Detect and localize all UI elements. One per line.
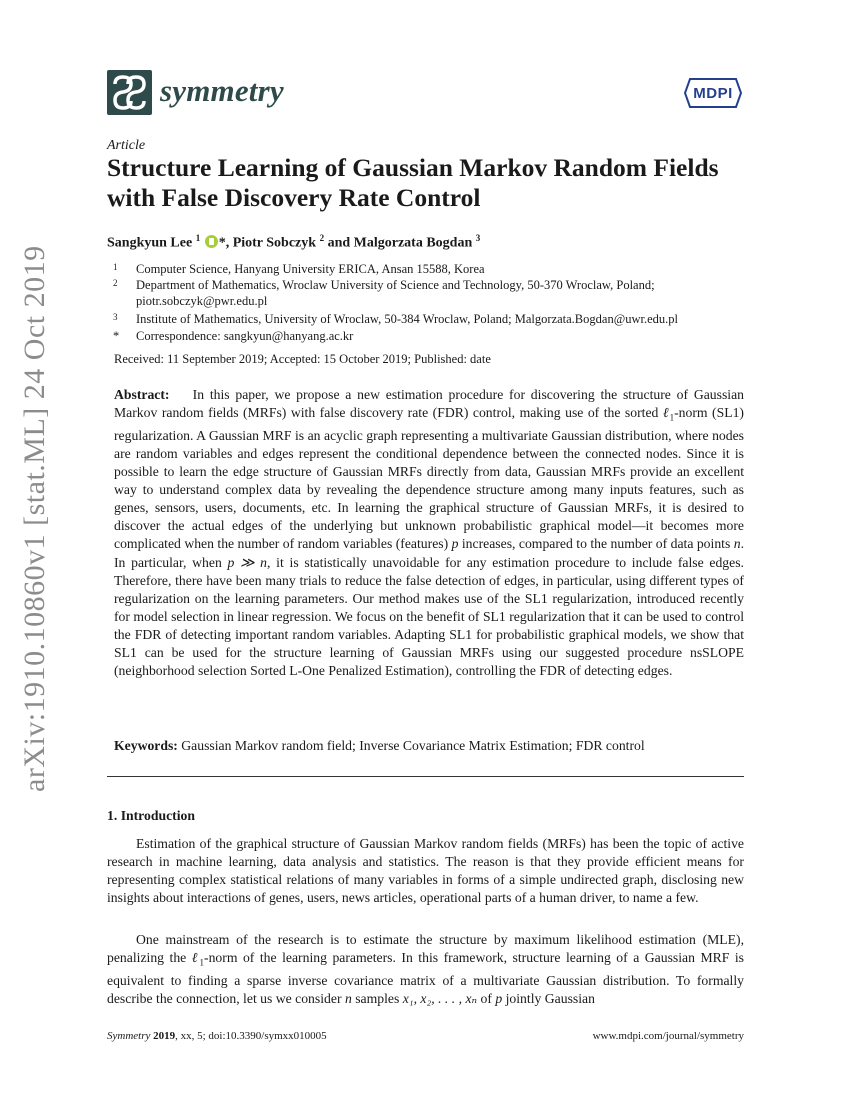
paragraph-text: of — [477, 991, 496, 1007]
footer-citation — [107, 1030, 327, 1042]
publisher-name: MDPI — [693, 85, 733, 102]
correspondence-text: Correspondence: sangkyun@hanyang.ac.kr — [136, 329, 354, 343]
abstract-text: In this paper, we propose a new estimation procedure for discovering the structure of Gaussian Markov random fields (MRFs) with false discovery rate (FDR) control, making use of the sorted — [114, 387, 744, 421]
affiliation-text: Computer Science, Hanyang University ERICA, Ansan 15588, Korea — [136, 262, 485, 276]
math-var: p — [495, 991, 503, 1007]
keywords — [114, 738, 744, 754]
affiliation-item — [107, 261, 747, 277]
affiliation-mark: 2 — [113, 278, 118, 288]
corresponding-mark: *, — [218, 235, 230, 251]
affiliation-item — [107, 328, 747, 344]
affiliation-mark: * — [113, 329, 120, 343]
orcid-icon[interactable] — [205, 235, 218, 248]
math-expression: p ≫ n — [227, 554, 268, 570]
abstract-label: Abstract: — [114, 387, 170, 402]
abstract-text: -norm (SL1) regularization. A Gaussian MRF is an acyclic graph representing a multivariate Gaussian distribution, where nodes are random variables and edges represent the conditional dependence between the connected nodes. Since it is possible to learn the edge structure of Gaussian MRFs directly from data, Gaussian MRFs provide an excellent way to understand complex data by revealing the dependence structure among many inputs features, such as genes, sensors, users, documents, etc. In learning the graphical structure of Gaussian MRFs, it is desired to discover the actual edges of the underlying but unknown probabilistic graphical model—it becomes more complicated when the number of random variables (features) — [114, 405, 744, 552]
author-name: and Malgorzata Bogdan — [327, 235, 473, 251]
paragraph-text: samples — [351, 991, 403, 1007]
author-affiliation-mark: 1 — [195, 233, 201, 243]
footer-year: 2019 — [150, 1030, 176, 1042]
affiliation-mark: 3 — [113, 312, 118, 322]
math-var: p — [451, 536, 459, 552]
paragraph — [107, 931, 744, 1008]
math-expression: x₁, x₂, . . . , xₙ — [402, 991, 478, 1007]
publication-dates: Received: 11 September 2019; Accepted: 15 October 2019; Published: date — [114, 352, 491, 366]
abstract-text: . In particular, when — [114, 536, 744, 570]
author-name: Sangkyun Lee — [107, 235, 193, 251]
affiliation-text: Institute of Mathematics, University of Wroclaw, 50-384 Wroclaw, Poland; Malgorzata.Bogdan@uwr.edu.pl — [136, 312, 678, 326]
footer-url[interactable]: www.mdpi.com/journal/symmetry — [592, 1030, 744, 1042]
paper-title: Structure Learning of Gaussian Markov Random Fields with False Discovery Rate Control — [107, 153, 719, 212]
affiliation-item — [107, 311, 747, 327]
footer-journal: Symmetry — [107, 1030, 151, 1042]
footer-doi: , xx, 5; doi:10.3390/symxx010005 — [175, 1030, 327, 1042]
paragraph: Estimation of the graphical structure of Gaussian Markov random fields (MRFs) has been the topic of active research in machine learning, data analysis and statistics. The reason is that they provide efficient means for representing complex statistical relations of many variables in forms of a simple undirected graph, disclosing new insights about interactions of genes, users, news articles, operational parts of a human driver, to name a few. — [107, 836, 744, 906]
divider — [107, 776, 744, 777]
math-subscript: 1 — [199, 957, 205, 968]
section-heading: 1. Introduction — [107, 808, 195, 823]
arxiv-stamp: arXiv:1910.10860v1 [stat.ML] 24 Oct 2019 — [18, 245, 51, 792]
math-subscript: 1 — [669, 412, 675, 423]
affiliation-text: Department of Mathematics, Wroclaw University of Science and Technology, 50-370 Wroclaw, Poland; piotr.sobczyk@pwr.edu.pl — [136, 278, 655, 308]
paragraph-text: -norm of the learning parameters. In this framework, structure learning of a Gaussian MRF is equivalent to finding a sparse inverse covariance matrix of a multivariate Gaussian distribution. To formally describe the connection, let us we consider — [107, 950, 744, 1007]
affiliation-item — [107, 277, 747, 309]
affiliation-mark: 1 — [113, 262, 118, 272]
article-type: Article — [107, 138, 146, 153]
paragraph-text: One mainstream of the research is to estimate the structure by maximum likelihood estimation (MLE), penalizing the — [107, 932, 744, 966]
author-affiliation-mark: 2 — [319, 233, 325, 243]
math-var: n — [733, 536, 741, 552]
math-var: n — [344, 991, 352, 1007]
keywords-text: Gaussian Markov random field; Inverse Covariance Matrix Estimation; FDR control — [177, 738, 645, 753]
author-list — [107, 233, 480, 252]
math-ell: ℓ — [662, 405, 670, 421]
journal-logo-icon — [107, 70, 152, 115]
abstract-text: , it is statistically unavoidable for any estimation procedure to include false edges. Therefore, there have been many trials to reduce the false detection of edges, in particular, using different types of regularization on the learning parameters. Our method makes use of the SL1 regularization, introduced recently for model selection in linear regression. We focus on the benefit of SL1 regularization that it can be used to control the FDR of detecting important random variables. Adapting SL1 for probabilistic graphical models, we show that SL1 can be used for the structure learning of Gaussian MRFs using our suggested procedure nsSLOPE (neighborhood selection Sorted L-One Penalized Estimation), controlling the FDR of detecting edges. — [114, 554, 744, 679]
math-ell: ℓ — [191, 950, 200, 966]
author-name: Piotr Sobczyk — [232, 235, 317, 251]
author-affiliation-mark: 3 — [475, 233, 481, 243]
journal-name: symmetry — [160, 73, 284, 108]
paragraph-text: jointly Gaussian — [502, 991, 595, 1007]
publisher-logo — [684, 78, 742, 108]
abstract-text: increases, compared to the number of data points — [458, 536, 734, 552]
abstract — [114, 386, 744, 680]
keywords-label: Keywords: — [114, 738, 178, 753]
